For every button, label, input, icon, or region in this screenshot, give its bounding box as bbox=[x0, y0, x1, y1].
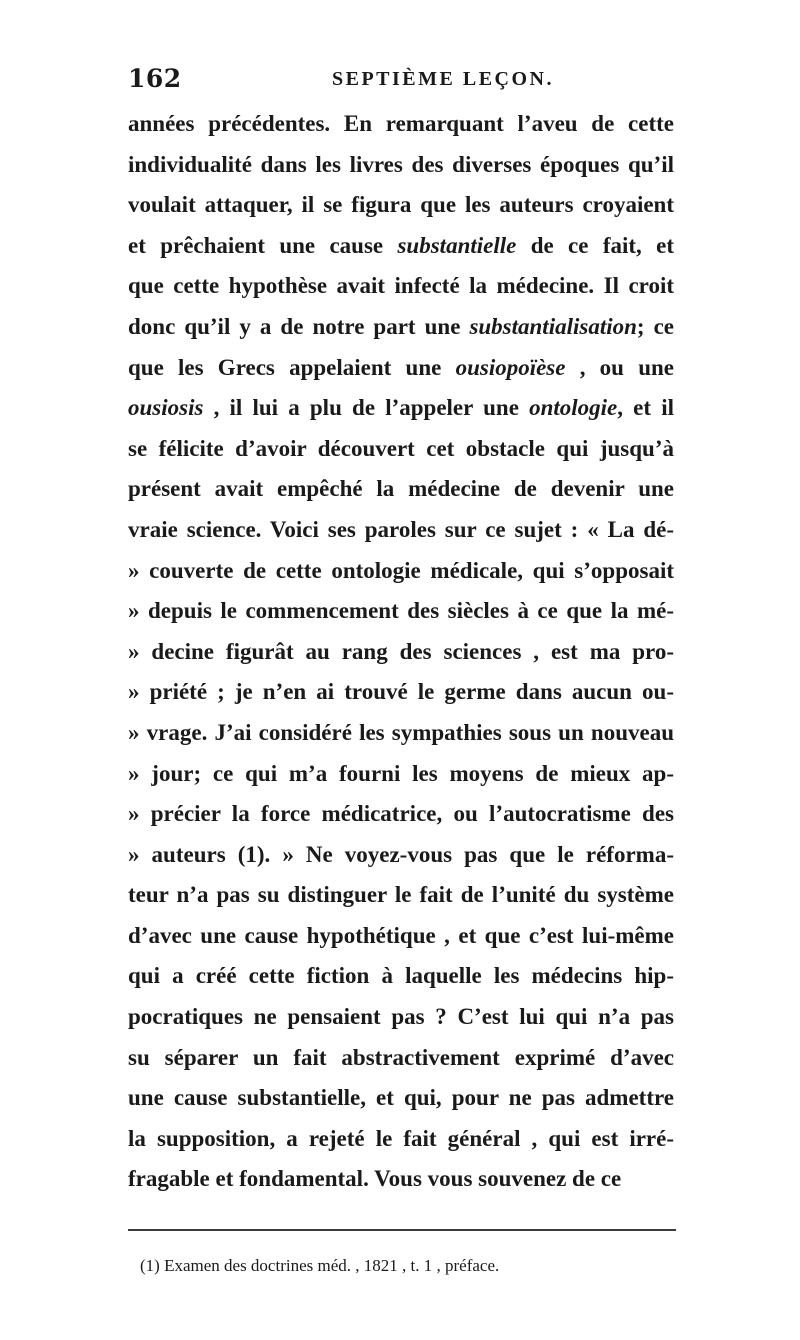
text-line: vraie science. Voici ses paroles sur ce sujet : « La dé- bbox=[128, 516, 674, 542]
text-line: » depuis le commencement des siècles à ce que la mé- bbox=[128, 598, 674, 624]
footnote-divider bbox=[128, 1229, 676, 1231]
text-line: que cette hypothèse avait infecté la médecine. Il croit bbox=[128, 273, 674, 299]
text-line: » auteurs (1). » Ne voyez-vous pas que le réforma- bbox=[128, 841, 674, 867]
text-line: ousiosis , il lui a plu de l’appeler une ontologie, et il bbox=[128, 395, 674, 421]
text-line: » jour; ce qui m’a fourni les moyens de mieux ap- bbox=[128, 760, 674, 786]
text-line: » vrage. J’ai considéré les sympathies sous un nouveau bbox=[128, 719, 674, 745]
text-line: » decine figurât au rang des sciences , est ma pro- bbox=[128, 638, 674, 664]
text-line: qui a créé cette fiction à laquelle les médecins hip- bbox=[128, 963, 674, 989]
footnote: (1) Examen des doctrines méd. , 1821 , t. 1 , préface. bbox=[140, 1256, 500, 1275]
text-line: d’avec une cause hypothétique , et que c’est lui-même bbox=[128, 922, 674, 948]
text-line: » priété ; je n’en ai trouvé le germe dans aucun ou- bbox=[128, 679, 674, 705]
text-line: et prêchaient une cause substantielle de ce fait, et bbox=[128, 232, 674, 258]
text-line: se félicite d’avoir découvert cet obstacle qui jusqu’à bbox=[128, 435, 674, 461]
text-line: donc qu’il y a de notre part une substantialisation; ce bbox=[128, 313, 674, 339]
text-line: la supposition, a rejeté le fait général , qui est irré- bbox=[128, 1125, 674, 1151]
text-line: une cause substantielle, et qui, pour ne pas admettre bbox=[128, 1085, 674, 1111]
text-line: que les Grecs appelaient une ousiopoïèse , ou une bbox=[128, 354, 674, 380]
text-line: pocratiques ne pensaient pas ? C’est lui qui n’a pas bbox=[128, 1004, 674, 1030]
page-number: 162 bbox=[128, 64, 182, 93]
text-line: su séparer un fait abstractivement exprimé d’avec bbox=[128, 1044, 674, 1070]
text-line: individualité dans les livres des diverses époques qu’il bbox=[128, 151, 674, 177]
italic-term: ousiosis bbox=[128, 395, 204, 421]
text-line: années précédentes. En remarquant l’aveu de cette bbox=[128, 111, 674, 136]
italic-term: substantialisation bbox=[469, 313, 637, 339]
italic-term: ontologie bbox=[529, 395, 618, 421]
text-line: voulait attaquer, il se figura que les auteurs croyaient bbox=[128, 192, 674, 218]
running-head: SEPTIÈME LEÇON. bbox=[332, 68, 554, 90]
text-line: teur n’a pas su distinguer le fait de l’unité du système bbox=[128, 882, 674, 908]
text-line: fragable et fondamental. Vous vous souvenez de ce bbox=[128, 1166, 622, 1192]
body-text bbox=[128, 104, 674, 1200]
page-header bbox=[128, 64, 674, 104]
italic-term: substantielle bbox=[397, 232, 517, 258]
text-line: présent avait empêché la médecine de devenir une bbox=[128, 476, 674, 502]
italic-term: ousiopoïèse bbox=[455, 354, 566, 380]
text-line: » couverte de cette ontologie médicale, qui s’opposait bbox=[128, 557, 674, 583]
text-line: » précier la force médicatrice, ou l’autocratisme des bbox=[128, 801, 674, 827]
